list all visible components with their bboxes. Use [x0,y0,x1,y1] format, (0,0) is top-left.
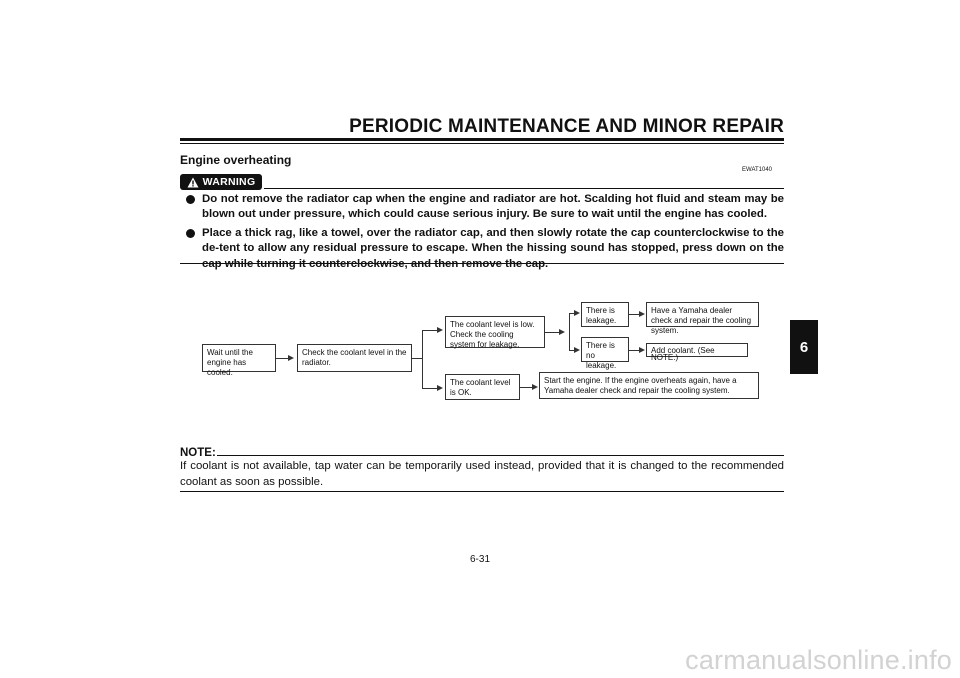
warning-label: WARNING [202,176,256,188]
connector [629,314,639,315]
bullet-icon [186,229,195,238]
flowchart [180,296,780,406]
flow-box-dealer: Have a Yamaha dealer check and repair the cooling system. [646,302,759,327]
connector [569,313,570,351]
flow-box-start-engine: Start the engine. If the engine overheats again, have a Yamaha dealer check and repair the cooling system. [539,372,759,399]
page-number: 6-31 [469,554,490,565]
warning-item-text: Do not remove the radiator cap when the engine and radiator are hot. Scalding hot fluid and steam may be blown out under pressure, which could cause serious injury. Be sure to wait until the engine has cooled. [202,193,784,221]
section-heading: Engine overheating [180,153,292,167]
warning-bottom-rule [180,263,784,264]
flow-box-no-leakage: There is no leakage. [581,337,629,362]
watermark: carmanualsonline.info [685,645,952,675]
title-rule-thin [180,143,784,144]
chapter-tab: 6 [790,320,818,374]
arrow-right-icon [559,329,565,335]
flow-box-leakage: There is leakage. [581,302,629,327]
warning-item [186,226,784,272]
flow-box-add-coolant: Add coolant. (See NOTE.) [646,343,748,357]
warning-item-text: Place a thick rag, like a towel, over the radiator cap, and then slowly rotate the cap counterclockwise to the de-tent to allow any residual pressure to escape. When the hissing sound has stopped, press down on the [202,226,784,255]
connector [629,350,639,351]
connector [422,330,437,331]
connector [422,388,437,389]
connector [412,358,422,359]
note-text: If coolant is not available, tap water can be temporarily used instead, provided that it is changed to the recommended coolant as soon as possible. [180,460,784,488]
note-bottom-rule [180,491,784,492]
reference-code: EWAT1040 [742,167,773,173]
page-title: PERIODIC MAINTENANCE AND MINOR REPAIR [349,116,784,137]
title-rule [180,138,784,141]
bullet-icon [186,195,195,204]
warning-item [186,192,784,223]
warning-triangle-icon [187,177,199,188]
connector [422,330,423,389]
arrow-right-icon [437,327,443,333]
arrow-right-icon [288,355,294,361]
arrow-right-icon [574,347,580,353]
connector [520,387,532,388]
connector [276,358,288,359]
arrow-right-icon [639,347,645,353]
flow-box-ok: The coolant level is OK. [445,374,520,400]
flow-box-low: The coolant level is low. Check the cooling system for leakage. [445,316,545,348]
arrow-right-icon [574,310,580,316]
warning-badge [180,174,262,190]
warning-rule [264,188,784,189]
note-rule [217,455,784,456]
arrow-right-icon [437,385,443,391]
flow-box-check: Check the coolant level in the radiator. [297,344,412,372]
flow-box-wait: Wait until the engine has cooled. [202,344,276,372]
arrow-right-icon [532,384,538,390]
connector [545,332,559,333]
arrow-right-icon [639,311,645,317]
note-label: NOTE: [180,447,216,459]
